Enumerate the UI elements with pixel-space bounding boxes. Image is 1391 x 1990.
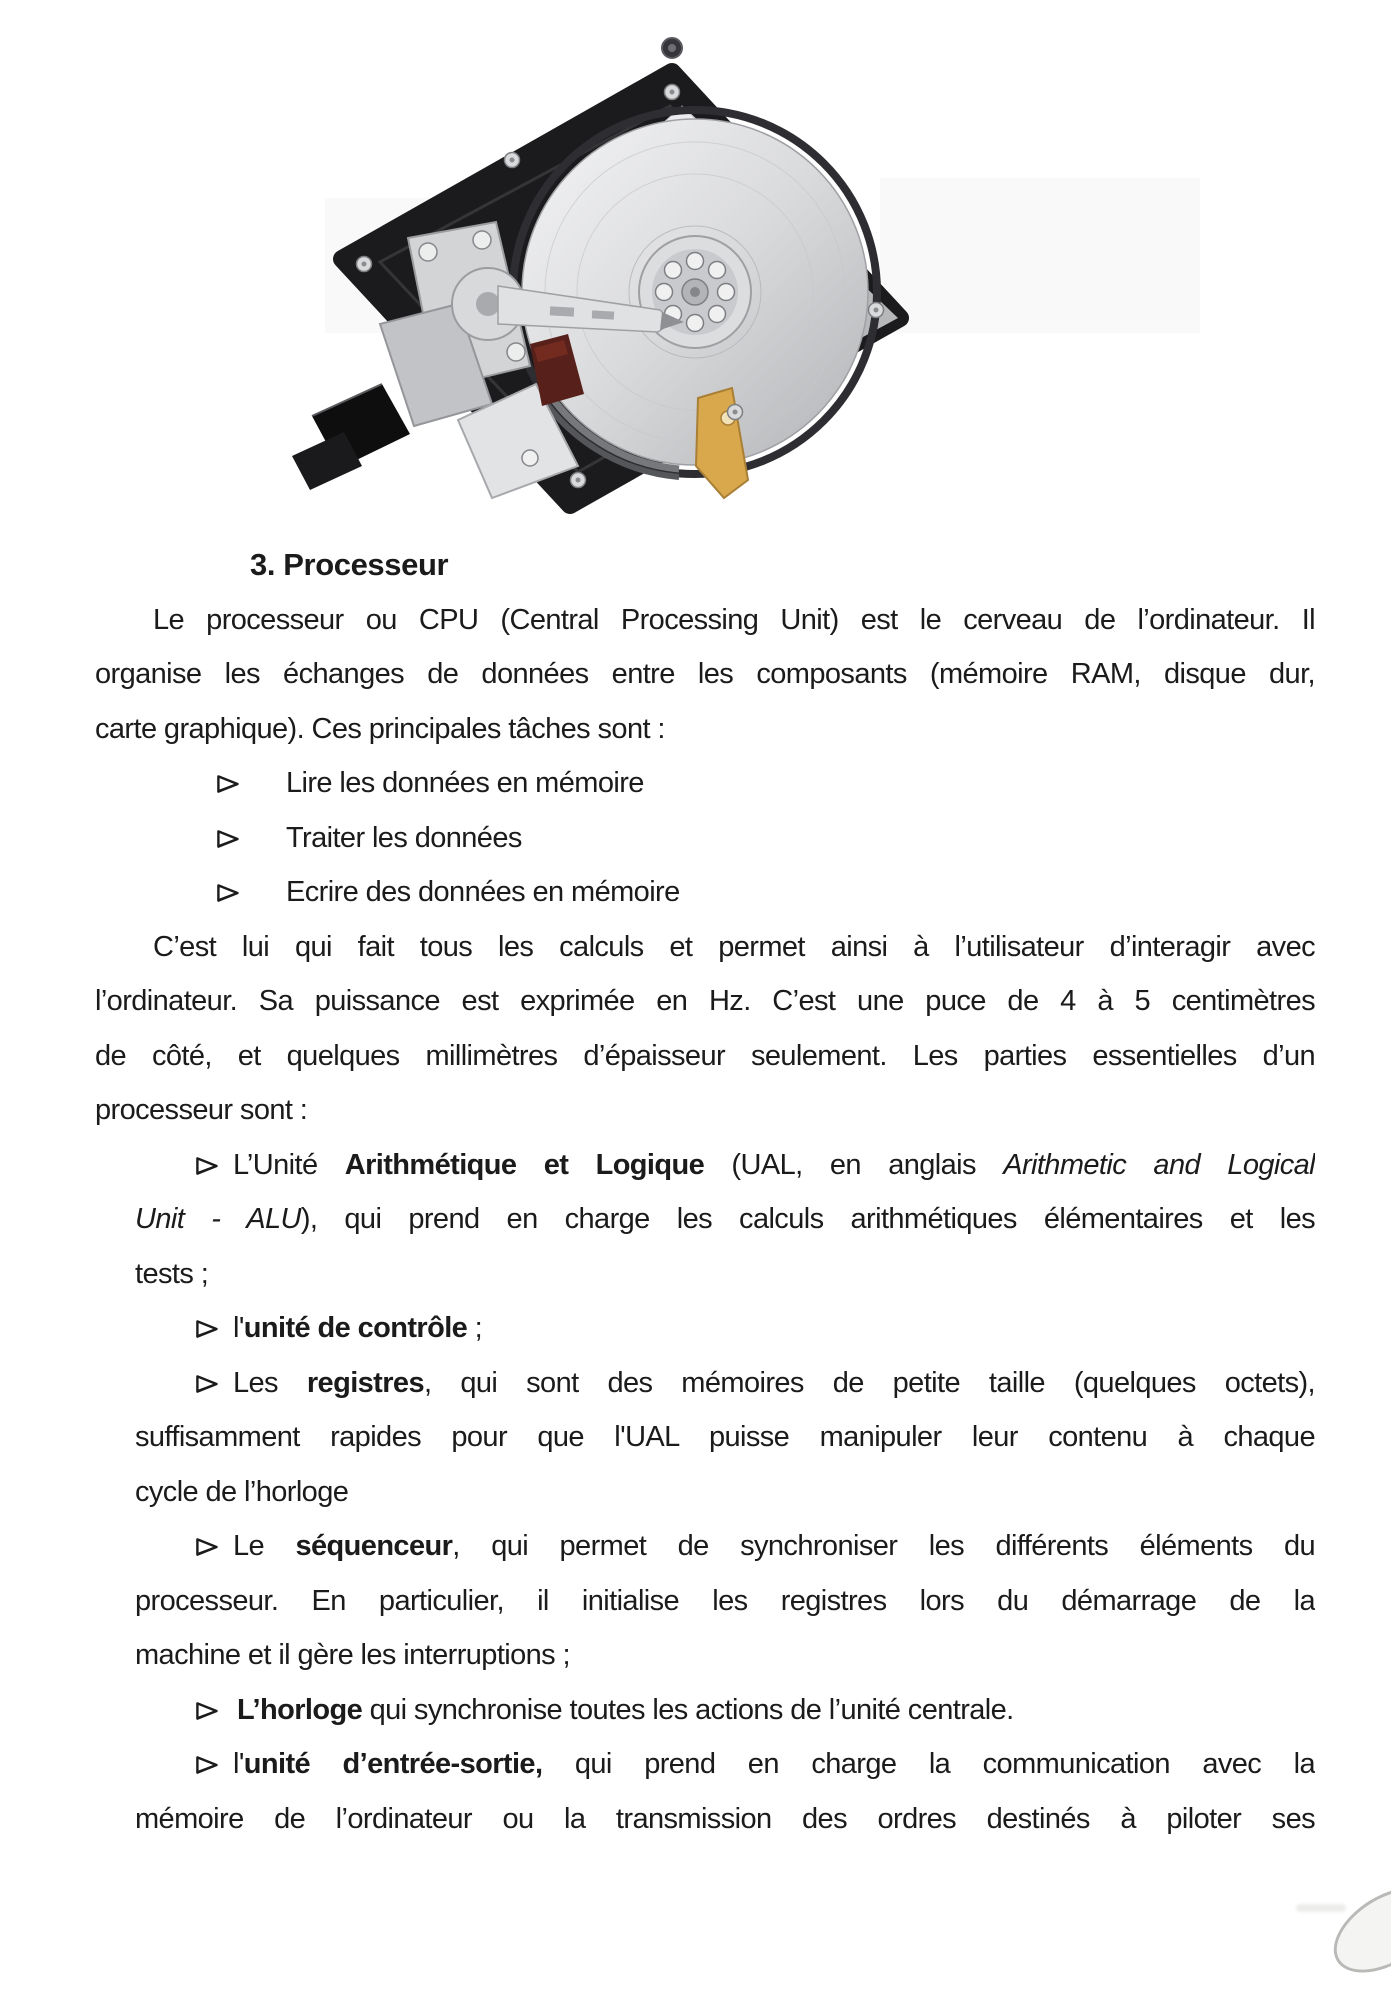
- text-segment: séquenceur: [295, 1530, 453, 1562]
- text-segment: l': [233, 1748, 244, 1780]
- bullet-line: [95, 1683, 1315, 1738]
- text-segment: Arithmetic and Logical: [1003, 1148, 1315, 1181]
- bullet-arrow-icon: [195, 1685, 219, 1738]
- text-segment: mémoire de l’ordinateur ou la transmission des ordres destinés à piloter ses: [135, 1802, 1315, 1835]
- text-line: [95, 1628, 1315, 1683]
- bullet-line: [95, 756, 1315, 811]
- text-segment: Le processeur ou CPU (Central Processing Unit) est le cerveau de l’ordinateur. Il: [153, 603, 1315, 636]
- bullet-line: [95, 865, 1315, 920]
- text-segment: Unit - ALU: [135, 1203, 301, 1235]
- sata-connector: [292, 384, 410, 490]
- text-line: [95, 1192, 1315, 1247]
- bullet-arrow-icon: [216, 758, 240, 811]
- section-heading: 3. Processeur: [250, 547, 449, 582]
- text-segment: carte graphique). Ces principales tâches sont :: [95, 712, 665, 745]
- text-segment: Traiter les données: [286, 821, 522, 854]
- text-block: [95, 538, 1315, 1846]
- bullet-arrow-icon: [195, 1140, 219, 1193]
- text-line: [95, 1083, 1315, 1138]
- text-segment: Lire les données en mémoire: [286, 767, 644, 799]
- text-line: [95, 1410, 1315, 1465]
- text-segment: , qui permet de synchroniser les différents éléments du: [452, 1530, 1315, 1562]
- text-segment: Le: [233, 1530, 296, 1562]
- text-segment: Arithmétique et Logique: [344, 1148, 705, 1181]
- bullet-arrow-icon: [195, 1521, 219, 1574]
- text-segment: , qui sont des mémoires de petite taille (quelques octets),: [423, 1366, 1315, 1399]
- text-segment: processeur. En particulier, il initialise les registres lors du démarrage de la: [135, 1584, 1315, 1617]
- bullet-line: [95, 1138, 1315, 1193]
- text-line: [95, 920, 1315, 975]
- text-line: [95, 702, 1315, 757]
- text-line: [95, 1792, 1315, 1847]
- text-line: [95, 593, 1315, 648]
- page-corner-smudge: [1296, 1904, 1346, 1912]
- bullet-line: [95, 1356, 1315, 1411]
- bullet-arrow-icon: [216, 867, 240, 920]
- bullet-arrow-icon: [195, 1739, 219, 1792]
- hdd-photo: [230, 28, 1230, 520]
- bullet-line: [95, 811, 1315, 866]
- text-segment: l': [233, 1312, 244, 1344]
- text-segment: (UAL, en anglais: [704, 1148, 1004, 1181]
- text-segment: L’horloge: [237, 1693, 363, 1726]
- bullet-arrow-icon: [216, 813, 240, 866]
- text-segment: Les: [233, 1366, 307, 1399]
- text-segment: suffisamment rapides pour que l'UAL puisse manipuler leur contenu à chaque: [135, 1421, 1315, 1453]
- text-line: [95, 974, 1315, 1029]
- text-segment: cycle de l’horloge: [135, 1475, 349, 1508]
- page-corner-decoration: [1319, 1870, 1391, 1990]
- text-segment: de côté, et quelques millimètres d’épaisseur seulement. Les parties essentielles d’un: [95, 1039, 1315, 1072]
- text-line: [95, 1574, 1315, 1629]
- top-screw: [662, 38, 682, 58]
- text-segment: tests ;: [135, 1257, 209, 1290]
- text-line: [95, 1247, 1315, 1302]
- text-segment: Ecrire des données en mémoire: [286, 876, 680, 908]
- bullet-line: [95, 1519, 1315, 1574]
- text-line: [95, 647, 1315, 702]
- text-segment: qui prend en charge la communication avec la: [542, 1748, 1315, 1780]
- bullet-line: [95, 1737, 1315, 1792]
- bullet-line: [95, 1301, 1315, 1356]
- text-segment: ;: [467, 1312, 483, 1344]
- text-segment: l’ordinateur. Sa puissance est exprimée en Hz. C’est une puce de 4 à 5 centimètres: [95, 985, 1315, 1017]
- text-segment: L’Unité: [233, 1148, 345, 1181]
- text-segment: C’est lui qui fait tous les calculs et permet ainsi à l’utilisateur d’interagir avec: [153, 930, 1315, 963]
- text-segment: ), qui prend en charge les calculs arithmétiques élémentaires et les: [300, 1203, 1315, 1235]
- bullet-arrow-icon: [195, 1303, 219, 1356]
- text-line: [95, 1029, 1315, 1084]
- photo-background: [880, 178, 1200, 333]
- text-segment: unité d’entrée-sortie,: [243, 1748, 543, 1780]
- text-line: [95, 1465, 1315, 1520]
- text-segment: organise les échanges de données entre les composants (mémoire RAM, disque dur,: [95, 658, 1315, 690]
- text-segment: unité de contrôle: [243, 1312, 468, 1344]
- text-segment: registres: [306, 1366, 424, 1399]
- text-segment: qui synchronise toutes les actions de l’unité centrale.: [362, 1693, 1014, 1726]
- bullet-arrow-icon: [195, 1358, 219, 1411]
- text-segment: machine et il gère les interruptions ;: [135, 1639, 570, 1671]
- text-segment: processeur sont :: [95, 1094, 308, 1126]
